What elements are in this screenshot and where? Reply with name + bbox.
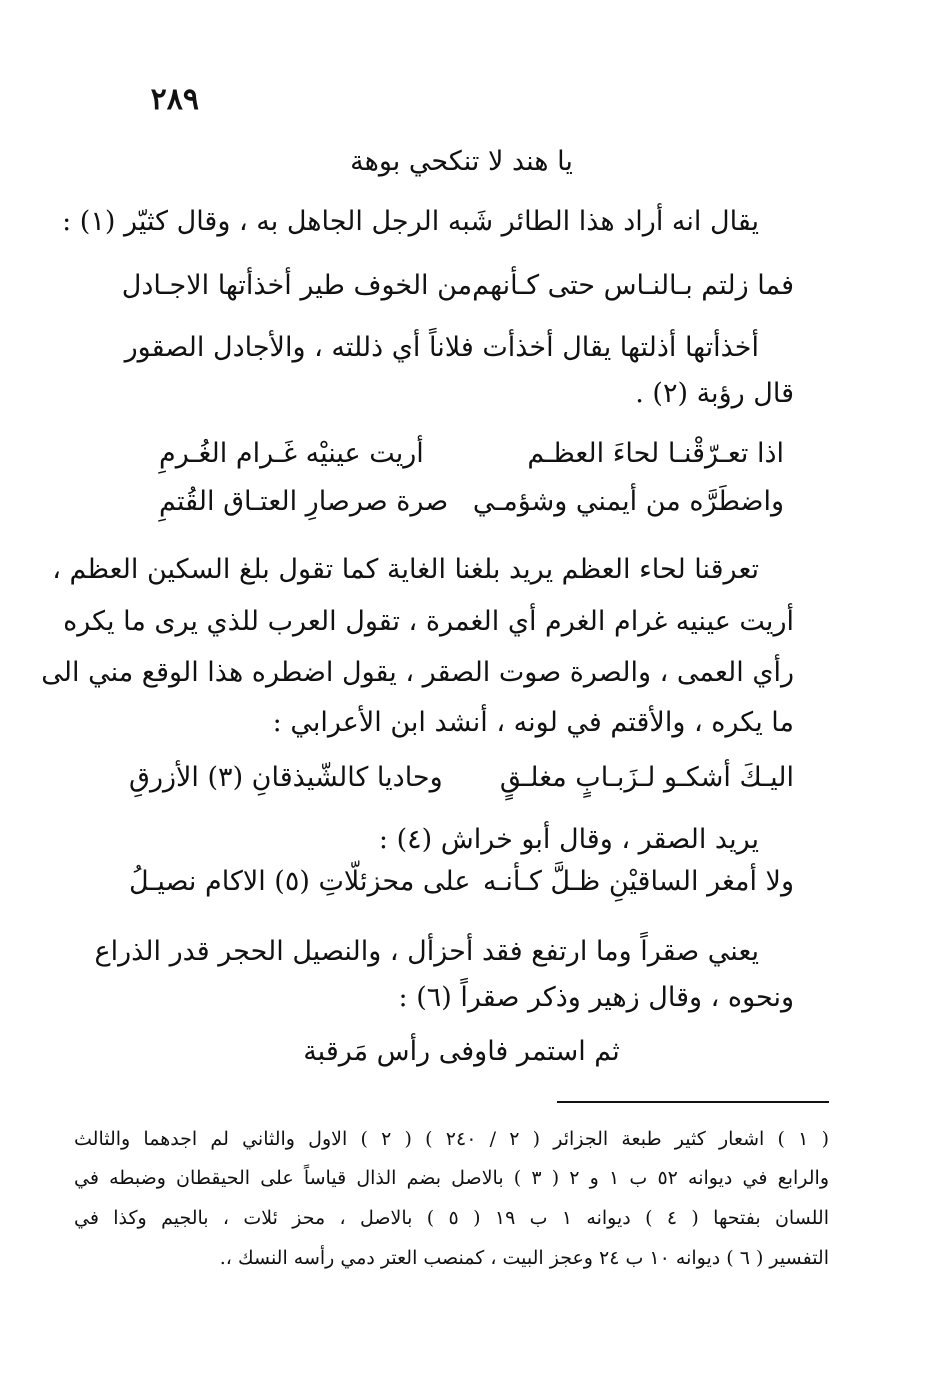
text-line-9: يريد الصقر ، وقال أبو خراش (٤) :	[378, 824, 759, 855]
verse-5-second-hemistich: على محزئلّاتِ (٥) الاكام نصيـلُ	[129, 866, 471, 897]
verse-3	[159, 482, 784, 522]
verse-1-second-hemistich: من الخوف طير أخذأتها الاجـادل	[121, 270, 473, 301]
text-line-4: قال رؤبة (٢) .	[635, 378, 794, 409]
verse-3-first-hemistich: واضطَرَّه من أيمني وشؤمـي	[472, 486, 784, 517]
text-line-3: أخذأتها أذلتها يقال أخذأت فلاناً أي ذللته ، والأجادل الصقور	[124, 332, 759, 363]
text-line-7: رأي العمى ، والصرة صوت الصقر ، يقول اضطره هذا الوقع مني الى	[41, 657, 794, 688]
verse-2-first-hemistich: اذا تعـرّقْنـا لحاءَ العظـم	[527, 438, 784, 469]
text-line-8: ما يكره ، والأقتم في لونه ، أنشد ابن الأعرابي :	[272, 707, 794, 738]
text-line-2: يقال انه أراد هذا الطائر شَبه الرجل الجاهل به ، وقال كثيّر (١) :	[62, 206, 759, 237]
verse-4-second-hemistich: وحاديا كالشّيذقانِ (٣) الأزرقِ	[129, 762, 443, 793]
verse-2-second-hemistich: أريت عينيْه غَـرام الغُـرمِ	[159, 438, 424, 469]
footnote-line-3: اللسان بفتحها ( ٤ ) ديوانه ١ ب ١٩ ( ٥ ) بالاصل ، محز ئلات ، بالجيم وكذا في	[74, 1207, 829, 1229]
text-line-11: ونحوه ، وقال زهير وذكر صقراً (٦) :	[398, 982, 794, 1013]
text-line-6: أريت عينيه غرام الغرم أي الغمرة ، تقول العرب للذي يرى ما يكره	[63, 606, 794, 637]
text-line-12: ثم استمر فاوفى رأس مَرقبة	[303, 1036, 620, 1067]
verse-1-first-hemistich: فما زلتم بـالنـاس حتى كـأنهم	[472, 270, 794, 301]
footnote-line-2: والرابع في ديوانه ٥٢ ب ١ و ٢ ( ٣ ) بالاصل بضم الذال قياساً على الحيقطان وضبطه في	[74, 1167, 829, 1189]
verse-4	[129, 758, 794, 798]
footnote-divider	[557, 1101, 829, 1103]
text-line-5: تعرقنا لحاء العظم يريد بلغنا الغاية كما تقول بلغ السكين العظم ،	[52, 554, 759, 585]
page-number: ٢٨٩	[150, 82, 199, 117]
footnote-line-4: التفسير ( ٦ ) ديوانه ١٠ ب ٢٤ وعجز البيت ، كمنصب العتر دمي رأسه النسك ،.	[219, 1247, 829, 1269]
verse-2	[159, 434, 784, 474]
verse-3-second-hemistich: صرة صرصارِ العتـاق القُتمِ	[159, 486, 449, 517]
verse-4-first-hemistich: اليـكَ أشكـو لـزَبـابٍ مغلـقٍ	[499, 762, 794, 793]
text-line-10: يعني صقراً وما ارتفع فقد أحزأل ، والنصيل الحجر قدر الذراع	[94, 936, 759, 967]
verse-1	[121, 266, 794, 306]
text-line-1: يا هند لا تنكحي بوهة	[350, 146, 573, 177]
verse-5-first-hemistich: ولا أمغر الساقيْنِ ظـلَّ كـأنـه	[482, 866, 794, 897]
verse-5	[129, 862, 794, 902]
footnote-line-1: ( ١ ) اشعار كثير طبعة الجزائر ( ٢ / ٢٤٠ ) ( ٢ ) الاول والثاني لم اجدهما والثالث	[74, 1128, 829, 1150]
